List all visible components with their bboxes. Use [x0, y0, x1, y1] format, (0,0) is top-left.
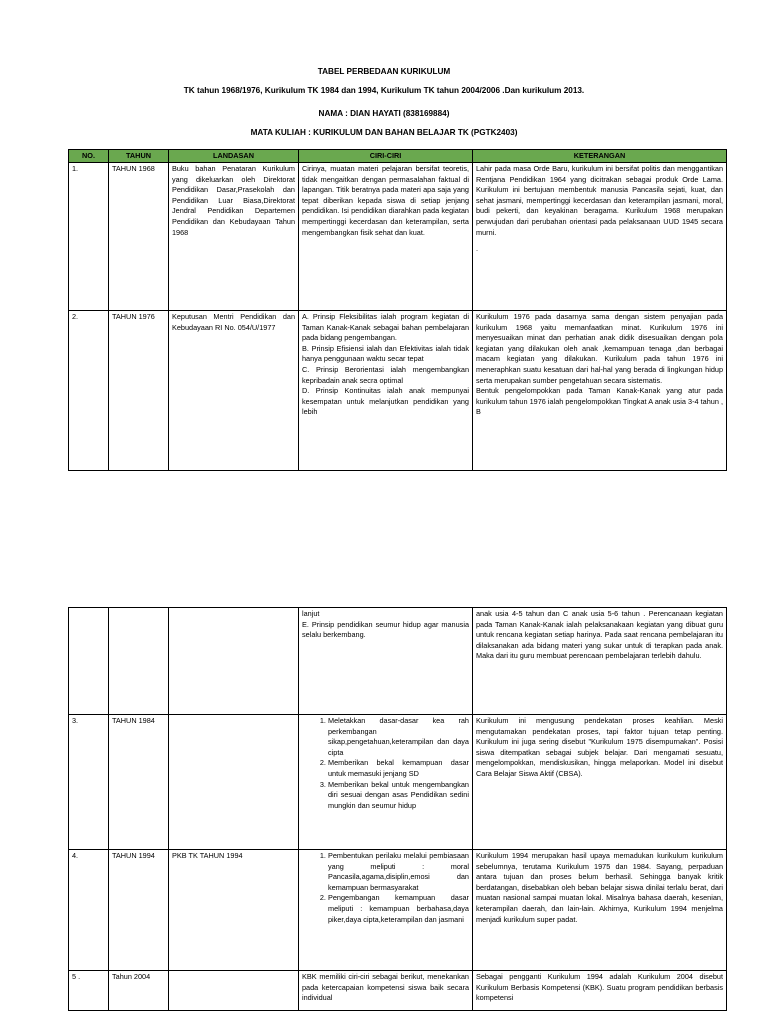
row2-ciri-c: C. Prinsip Berorientasi ialah mengembangkan kepribadain anak secra optimal — [302, 364, 469, 385]
row3-ciri — [299, 715, 473, 850]
table-header-row — [69, 150, 727, 163]
table-row — [69, 608, 727, 715]
doc-subtitle: TK tahun 1968/1976, Kurikulum TK 1984 dan 1994, Kurikulum TK tahun 2004/2006 .Dan kurikulum 2013. — [183, 86, 585, 95]
table-row — [69, 311, 727, 471]
list-item: 2. Memberikan bekal kemampuan dasar untuk memasuki jenjang SD — [328, 758, 469, 779]
row2-keterangan-p2: Bentuk pengelompokkan pada Taman Kanak-Kanak yang atur pada kurikulum tahun 1976 ialah pengelompokkan Tingkat A anak usia 3-4 tahun , B — [476, 386, 723, 417]
table-row — [69, 715, 727, 850]
header-keterangan: KETERANGAN — [473, 150, 727, 163]
row5-landasan — [169, 971, 299, 1011]
row3-ciri-list — [302, 716, 469, 811]
row5-keterangan: Sebagai pengganti Kurikulum 1994 adalah Kurikulum 2004 disebut Kurikulum Berbasis Kompetensi (KBK). Suatu program pendidikan berbasis kompetensi — [473, 971, 727, 1011]
row5-no: 5 . — [69, 971, 109, 1011]
row1-keterangan-dot: . — [476, 244, 479, 254]
list-item: 3. Memberikan bekal untuk mengembangkan diri sesuai dengan asas Pendidikan sedini mungkin dan seumur hidup — [328, 780, 469, 812]
doc-title: TABEL PERBEDAAN KURIKULUM — [317, 67, 451, 76]
row1-landasan: Buku bahan Penataran Kurikulum yang dikeluarkan oleh Direktorat Pendidikan Dasar,Prasekolah dan Pendidikan Luar Biasa,Direktorat Jendral Pendidikan Departemen Pendidikan dan Kebudayaan Tahun 1968 — [169, 163, 299, 311]
header-ciri: CIRI-CIRI — [299, 150, 473, 163]
row2b-ciri — [299, 608, 473, 715]
row3-keterangan: Kurikulum ini mengusung pendekatan proses keahlian. Meski mengutamakan pendekatan proses, tapi faktor tujuan tetap penting. Kurikulum ini juga sering disebut "Kurikulum 1975 disempurnakan". Posisi siswa ditempatkan sebagai subjek belajar. Dari mengamati sesuatu, mengelompokkan, mendiskusikan, hingga melaporkan. Model ini disebut Cara Belajar Siswa Aktif (CBSA). — [473, 715, 727, 850]
doc-course: MATA KULIAH : KURIKULUM DAN BAHAN BELAJAR TK (PGTK2403) — [250, 128, 518, 137]
table-row — [69, 163, 727, 311]
row5-ciri: KBK memiliki ciri-ciri sebagai berikut, menekankan pada ketercapaian kompetensi siswa baik secara individual — [299, 971, 473, 1011]
header-no: NO. — [69, 150, 109, 163]
row3-no: 3. — [69, 715, 109, 850]
row1-keterangan — [473, 163, 727, 311]
header-tahun: TAHUN — [109, 150, 169, 163]
header-landasan: LANDASAN — [169, 150, 299, 163]
row4-landasan: PKB TK TAHUN 1994 — [169, 850, 299, 971]
row2-ciri-a: A. Prinsip Fleksibilitas ialah program kegiatan di Taman Kanak-Kanak sebagai bahan pembelajaran pada bidang pengembangan. — [302, 312, 469, 343]
row2b-ciri-lanjut: lanjut — [302, 609, 320, 618]
row3-tahun: TAHUN 1984 — [109, 715, 169, 850]
list-item: 1. Pembentukan perilaku melalui pembiasaan yang meliputi : moral Pancasila,agama,disiplin,emosi dan kemampuan bermasyarakat — [328, 851, 469, 893]
row2b-keterangan: anak usia 4-5 tahun dan C anak usia 5-6 tahun . Perencanaan kegiatan pada Taman Kanak-Kanak ialah pelaksanakaan kegiatan yang dibuat guru untuk rencana kegiatan setiap harinya. Pada saat rencana pembelajaran itu dilaksanakan ada bidang materi yang sukar untuk di terapkan pada anak. Maka dari itu guru membuat perencaan pembelajaran terlebih dahulu. — [473, 608, 727, 715]
row2-tahun: TAHUN 1976 — [109, 311, 169, 471]
row2-keterangan — [473, 311, 727, 471]
row4-ciri — [299, 850, 473, 971]
row2-ciri-d: D. Prinsip Kontinuitas ialah anak mempunyai kesempatan untuk melanjutkan pendidikan yang lebih — [302, 386, 469, 417]
row2-no: 2. — [69, 311, 109, 471]
row2b-no — [69, 608, 109, 715]
row4-no: 4. — [69, 850, 109, 971]
row1-keterangan-text: Lahir pada masa Orde Baru, kurikulum ini bersifat politis dan menggantikan Rentjana Pendidikan 1964 yang dicitrakan sebagai produk Orde Lama. Kurikulum ini bertujuan membentuk manusia Pancasila sejati, kuat, dan sehat jasmani, mempertinggi kecerdasan dan keterampilan jasmani, moral, budi pekerti, dan keyakinan beragama. Kurikulum 1968 merupakan perwujudan dari perubahan orientasi pada pelaksanaan UUD 1945 secara murni. — [476, 164, 723, 237]
row1-no: 1. — [69, 163, 109, 311]
row1-ciri: Cirinya, muatan materi pelajaran bersifat teoretis, tidak mengaitkan dengan permasalahan faktual di lapangan. Titik beratnya pada materi apa saja yang tepat diberikan kepada siswa di setiap jenjang pendidikan. Isi pendidikan diarahkan pada kegiatan mempertinggi kecerdasan dan keterampilan, serta mengembangkan fisik sehat dan kuat. — [299, 163, 473, 311]
row2-ciri-b: B. Prinsip Efisiensi ialah dan Efektivitas ialah tidak hanya penggunaan waktu secar tepat — [302, 343, 469, 364]
curriculum-table-part2 — [68, 607, 727, 1011]
row2b-ciri-e: E. Prinsip pendidikan seumur hidup agar manusia selalu berkembang. — [302, 619, 469, 640]
row4-ciri-list — [302, 851, 469, 925]
row5-tahun: Tahun 2004 — [109, 971, 169, 1011]
row2b-landasan — [169, 608, 299, 715]
row4-keterangan: Kurikulum 1994 merupakan hasil upaya memadukan kurikulum kurikulum sebelumnya, terutama Kurikulum 1975 dan 1984. Sayang, perpaduan antara tujuan dan proses belum berhasil. Sehingga banyak kritik berdatangan, disebabkan oleh beban belajar siswa dinilai terlalu berat, dari muatan nasional sampai muatan lokal. Misalnya bahasa daerah, kesenian, keterampilan daerah, dan lain-lain. Akhirnya, Kurikulum 1994 menjelma menjadi kurikulum super padat. — [473, 850, 727, 971]
row1-tahun: TAHUN 1968 — [109, 163, 169, 311]
curriculum-table-part1 — [68, 149, 727, 471]
row2-ciri — [299, 311, 473, 471]
row2b-tahun — [109, 608, 169, 715]
table-row — [69, 850, 727, 971]
row2-keterangan-p1: Kurikulum 1976 pada dasarnya sama dengan sistem penyajian pada kurikulum 1968 yaitu memanfaatkan minat. Kurikulum 1976 ini menyesuaikan minat dan perhatian anak didik disesuaikan dengan pola kegiatan yang dilakukan oleh anak ,kemampuan tenaga ,dan berbagai macam kegiatan yang dilakukan. Kurikulum pada tahun 1976 ini meneraphkan suatu kesatuan dari hal-hal yang berada di lingkungan hidup serta merupakan sumber pengetahuan secara sistematis. — [476, 312, 723, 385]
row3-landasan — [169, 715, 299, 850]
row2-landasan: Keputusan Mentri Pendidikan dan Kebudayaan RI No. 054/U/1977 — [169, 311, 299, 471]
list-item: 1. Meletakkan dasar-dasar kea rah perkembangan sikap,pengetahuan,keterampilan dan daya cipta — [328, 716, 469, 758]
row4-tahun: TAHUN 1994 — [109, 850, 169, 971]
list-item: 2. Pengembangan kemampuan dasar meliputi : kemampuan berbahasa,daya piker,daya cipta,keterampilan dan jasmani — [328, 893, 469, 925]
table-row — [69, 971, 727, 1011]
doc-name: NAMA : DIAN HAYATI (838169884) — [318, 109, 450, 118]
